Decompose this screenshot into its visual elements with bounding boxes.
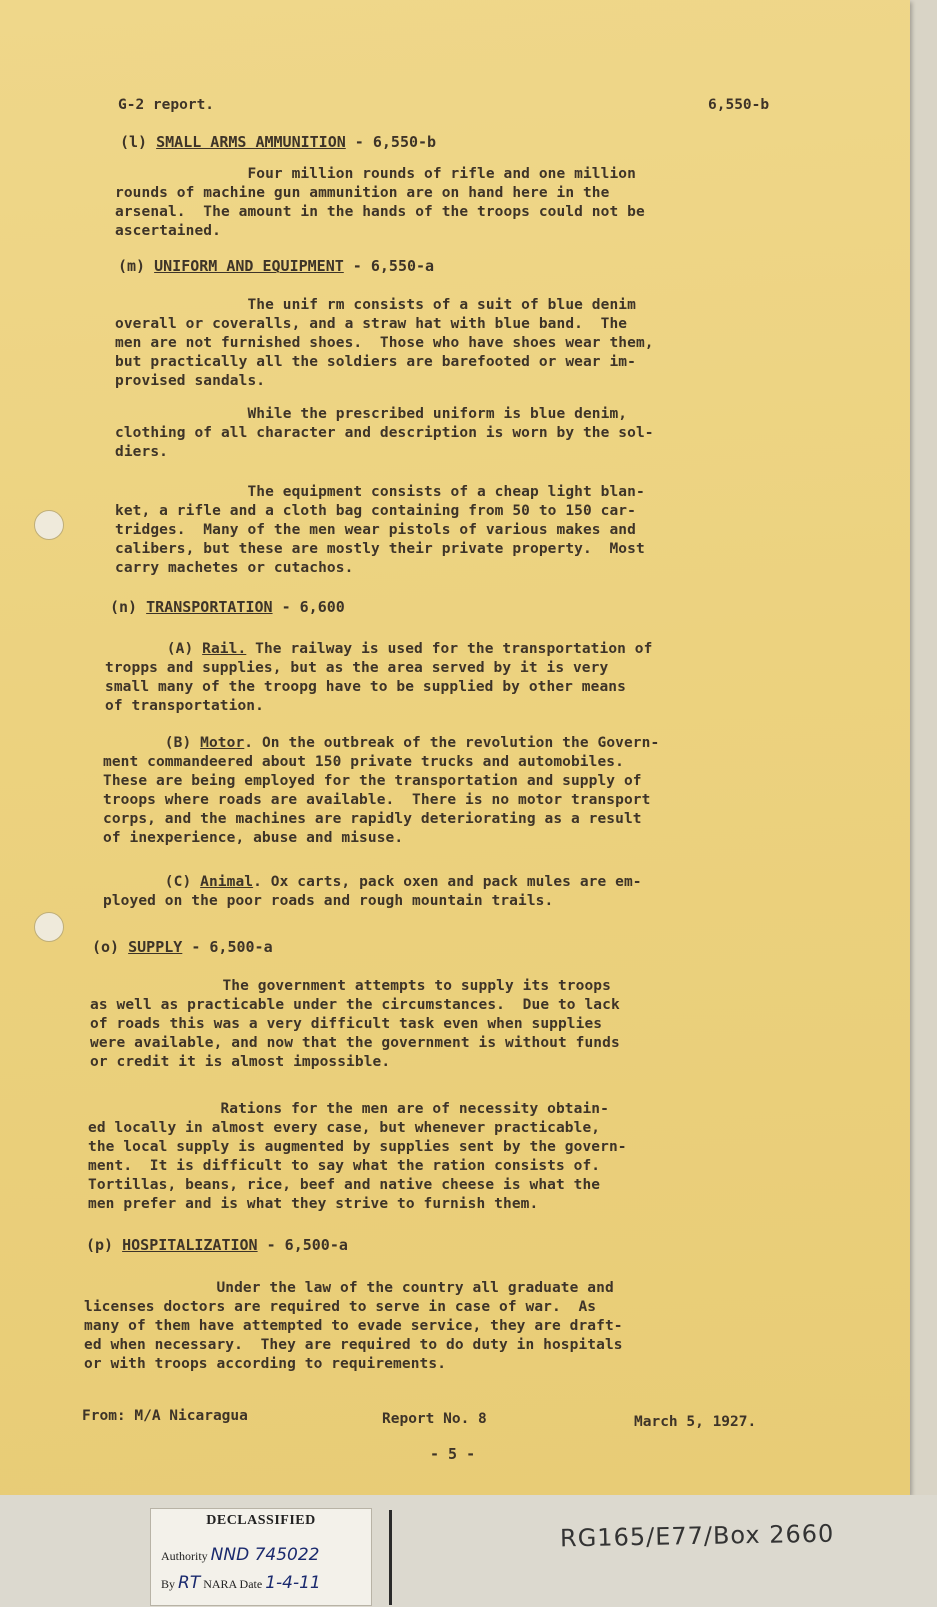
stamp-by-row bbox=[161, 1573, 321, 1593]
archive-label-strip bbox=[0, 1495, 937, 1607]
paragraph-rations: Rations for the men are of necessity obtain- ed locally in almost every case, but whenever practicable, the local supply is augmented by supplies sent by the govern- ment. It is difficult to say what the ration consists of. Tortillas, beans, rice, beef and native cheese is what the men prefer and is what they strive to furnish them. bbox=[88, 1101, 627, 1212]
report-header-right: 6,550-b bbox=[708, 97, 770, 113]
section-heading-transportation: (n) TRANSPORTATION - 6,600 bbox=[110, 598, 345, 616]
footer-from: From: M/A Nicaragua bbox=[82, 1408, 248, 1424]
declassified-stamp bbox=[150, 1508, 372, 1606]
punch-hole bbox=[34, 510, 64, 540]
section-heading-small-arms: (l) SMALL ARMS AMMUNITION - 6,550-b bbox=[120, 133, 437, 151]
paragraph-rail: (A) Rail. The railway is used for the transportation of tropps and supplies, but as the area served by it is very small many of the troopg have to be supplied by other means of transportation. bbox=[105, 641, 653, 714]
footer-date: March 5, 1927. bbox=[634, 1414, 757, 1430]
stamp-nara-label: NARA Date bbox=[203, 1577, 263, 1591]
report-header-left: G-2 report. bbox=[118, 97, 215, 113]
paragraph-equipment: The equipment consists of a cheap light blan- ket, a rifle and a cloth bag containing from 50 to 150 car- tridges. Many of the men wear pistols of various makes and calibers, but these are mostly their private property. Most carry machetes or cutachos. bbox=[115, 484, 645, 576]
footer-report-number: Report No. 8 bbox=[382, 1411, 487, 1427]
archive-catalog-note: RG165/E77/Box 2660 bbox=[559, 1519, 835, 1553]
stamp-authority-label: Authority bbox=[161, 1549, 208, 1563]
paragraph-small-arms: Four million rounds of rifle and one million rounds of machine gun ammunition are on hand here in the arsenal. The amount in the hands of the troops could not be ascertained. bbox=[115, 166, 645, 239]
paragraph-animal: (C) Animal. Ox carts, pack oxen and pack mules are em- ployed on the poor roads and rough mountain trails. bbox=[103, 874, 642, 909]
paragraph-supply-1: The government attempts to supply its troops as well as practicable under the circumstances. Due to lack of roads this was a very difficult task even when supplies were available, and now that the government is without funds or credit it is almost impossible. bbox=[90, 978, 620, 1070]
paragraph-uniform-2: While the prescribed uniform is blue denim, clothing of all character and description is worn by the sol- diers. bbox=[115, 406, 654, 460]
separator-line bbox=[389, 1510, 392, 1605]
stamp-title: DECLASSIFIED bbox=[206, 1513, 316, 1528]
punch-hole bbox=[34, 912, 64, 942]
stamp-authority-row bbox=[161, 1545, 320, 1565]
stamp-date-value: 1-4-11 bbox=[265, 1573, 321, 1593]
stamp-by-value: RT bbox=[178, 1573, 201, 1593]
paragraph-uniform-1: The unif rm consists of a suit of blue denim overall or coveralls, and a straw hat with blue band. The men are not furnished shoes. Those who have shoes wear them, but practically all the soldiers are barefooted or wear im- provised sandals. bbox=[115, 297, 654, 389]
paragraph-motor: (B) Motor. On the outbreak of the revolution the Govern- ment commandeered about 150 private trucks and automobiles. These are being employed for the transportation and supply of troops where roads are available. There is no motor transport corps, and the machines are rapidly deteriorating as a result of inexperience, abuse and misuse. bbox=[103, 735, 660, 846]
page-number: - 5 - bbox=[430, 1445, 476, 1463]
section-heading-uniform: (m) UNIFORM AND EQUIPMENT - 6,550-a bbox=[118, 257, 435, 275]
stamp-authority-value: NND 745022 bbox=[210, 1545, 320, 1565]
paragraph-hospitalization: Under the law of the country all graduate and licenses doctors are required to serve in case of war. As many of them have attempted to evade service, they are draft- ed when necessary. They are required to do duty in hospitals or with troops according to requirements. bbox=[84, 1280, 623, 1372]
section-heading-hospitalization: (p) HOSPITALIZATION - 6,500-a bbox=[86, 1236, 348, 1254]
section-heading-supply: (o) SUPPLY - 6,500-a bbox=[92, 938, 273, 956]
stamp-by-label: By bbox=[161, 1577, 176, 1591]
